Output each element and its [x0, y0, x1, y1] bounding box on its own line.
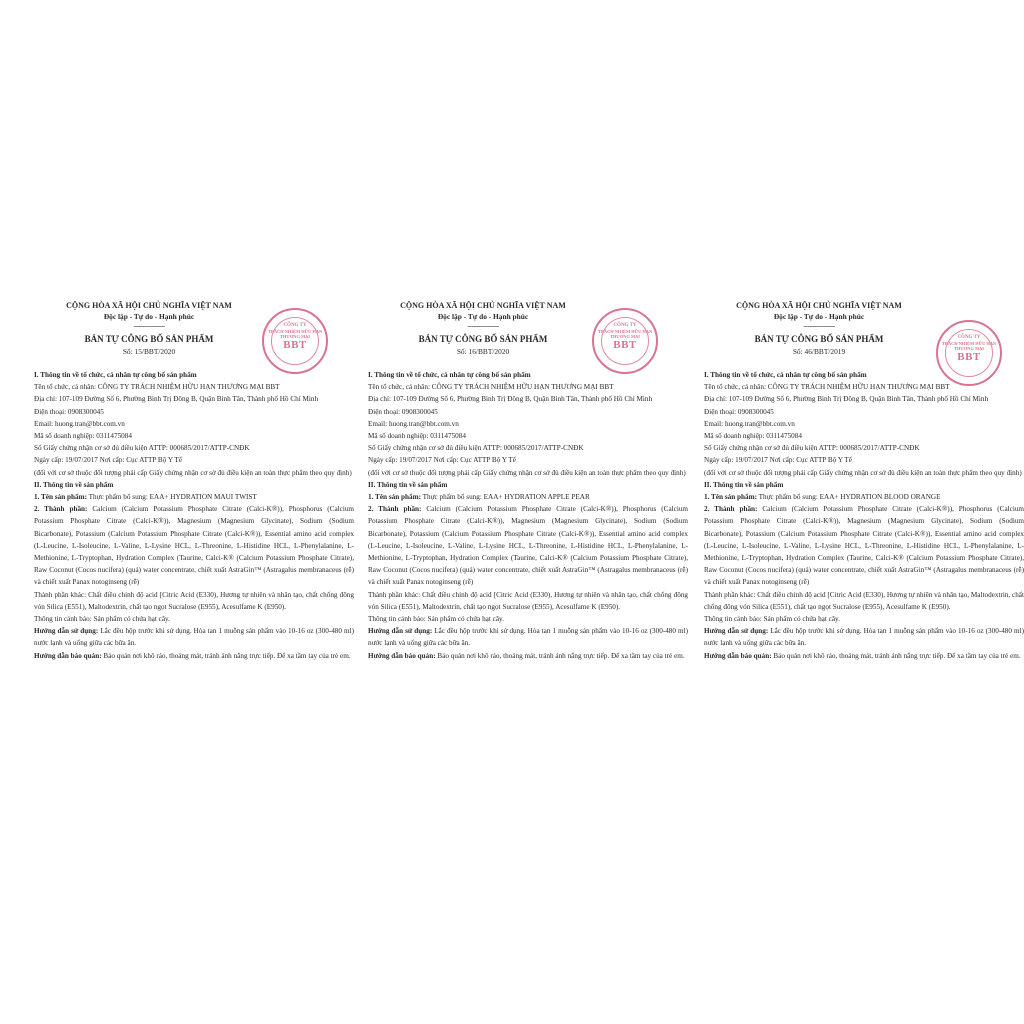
other-ingredients: Thành phần khác: Chất điều chỉnh độ acid [Citric Acid (E330), Hương tự nhiên và nhân tạo, chất chống đông vón Silica (E551), Maltodextrin, chất tạo ngọt Sucralose (E955), Acesulfame K (E950). — [368, 590, 688, 611]
ingredients-label: 2. Thành phần: — [34, 505, 88, 514]
org-tax-code: Mã số doanh nghiệp: 0311475084 — [368, 432, 466, 441]
usage-label: Hướng dẫn sử dụng: — [34, 627, 99, 636]
org-tax-code: Mã số doanh nghiệp: 0311475084 — [704, 432, 802, 441]
product-flavor: APPLE PEAR — [547, 493, 590, 502]
ingredients-label: 2. Thành phần: — [704, 505, 758, 514]
ingredients — [34, 503, 354, 588]
divider: ----------------- — [133, 322, 165, 330]
company-stamp — [936, 320, 1002, 386]
product-name-prefix: Thực phẩm bổ sung: EAA+ HYDRATION — [758, 493, 885, 502]
ingredients-text: Calcium (Calcium Potassium Phosphate Citrate (Calci-K®)), Phosphorus (Calcium Potassium Phosphate Citrate (Calci-K®)), Magnesium (Magnesium Glycinate), Sodium (Sodium Bicarbonate), Potassium (Calcium Potassium Phosphate Citrate (Calci-K®)), Essential amino acid complex (L-Leucine, L-Isoleucine, L-Valine, L-Lysine HCL, L-Threonine, L-Histidine HCL, L-Phenylalanine, L-Methionine, L-Tryptophan, Hydration Complex (Taurine, Calci-K® (Calcium Potassium Phosphate Citrate), Raw Coconut (Cocos nucifera) (quả) water concentrate, chiết xuất AstraGin™ (Astragalus membranaceus (rễ) và chiết xuất Panax notoginseng (rễ) — [34, 505, 355, 587]
org-phone: Điện thoại: 0908300045 — [368, 407, 438, 416]
product-flavor: MAUI TWIST — [214, 493, 257, 502]
stamp-line-2: TRÁCH NHIỆM HỮU HẠN — [597, 329, 653, 334]
document-title: BẢN TỰ CÔNG BỐ SẢN PHẨM — [418, 334, 548, 344]
storage-label: Hướng dẫn bảo quản: — [704, 651, 772, 660]
stamp-line-4: BBT — [957, 351, 981, 363]
stamp-line-4: BBT — [283, 339, 307, 351]
document-header — [34, 300, 264, 358]
declaration-document-2 — [368, 300, 688, 662]
nation-title: CỘNG HÒA XÃ HỘI CHỦ NGHĨA VIỆT NAM — [736, 301, 902, 310]
org-address: Địa chỉ: 107-109 Đường Số 6, Phường Bình Trị Đông B, Quận Bình Tân, Thành phố Hồ Chí Minh — [34, 395, 319, 404]
org-phone: Điện thoại: 0908300045 — [704, 407, 774, 416]
document-body — [368, 369, 688, 662]
nation-title: CỘNG HÒA XÃ HỘI CHỦ NGHĨA VIỆT NAM — [66, 301, 232, 310]
usage-text: Lắc đều hộp trước khi sử dụng. Hòa tan 1 muỗng sản phẩm vào 10-16 oz (300-480 ml) nước lạnh và uống giữa các bữa ăn. — [368, 627, 688, 648]
stamp-line-1: CÔNG TY — [283, 323, 307, 328]
stamp-line-4: BBT — [613, 339, 637, 351]
section-2-heading: II. Thông tin về sản phẩm — [704, 480, 784, 489]
stamp-line-3: THƯƠNG MẠI — [954, 346, 984, 351]
usage-text: Lắc đều hộp trước khi sử dụng. Hòa tan 1 muỗng sản phẩm vào 10-16 oz (300-480 ml) nước lạnh và uống giữa các bữa ăn. — [34, 627, 354, 648]
section-2-heading: II. Thông tin về sản phẩm — [34, 480, 114, 489]
org-name: Tên tổ chức, cá nhân: CÔNG TY TRÁCH NHIỆM HỮU HẠN THƯƠNG MẠI BBT — [704, 383, 950, 392]
product-name — [704, 491, 1024, 503]
ingredients-text: Calcium (Calcium Potassium Phosphate Citrate (Calci-K®)), Phosphorus (Calcium Potassium Phosphate Citrate (Calci-K®)), Magnesium (Magnesium Glycinate), Sodium (Sodium Bicarbonate), Potassium (Calcium Potassium Phosphate Citrate (Calci-K®)), Essential amino acid complex (L-Leucine, L-Isoleucine, L-Valine, L-Lysine HCL, L-Threonine, L-Histidine HCL, L-Phenylalanine, L-Methionine, L-Tryptophan, Hydration Complex (Taurine, Calci-K® (Calcium Potassium Phosphate Citrate), Raw Coconut (Cocos nucifera) (quả) water concentrate, chiết xuất AstraGin™ (Astragalus membranaceus (rễ) và chiết xuất Panax notoginseng (rễ) — [368, 505, 689, 587]
product-flavor: BLOOD ORANGE — [884, 493, 941, 502]
declaration-document-3 — [704, 300, 1024, 662]
document-title: BẢN TỰ CÔNG BỐ SẢN PHẨM — [84, 334, 214, 344]
section-2-heading: II. Thông tin về sản phẩm — [368, 480, 448, 489]
usage-text: Lắc đều hộp trước khi sử dụng. Hòa tan 1 muỗng sản phẩm vào 10-16 oz (300-480 ml) nước lạnh và uống giữa các bữa ăn. — [704, 627, 1024, 648]
company-stamp — [262, 308, 328, 374]
warning: Thông tin cảnh báo: Sản phẩm có chứa hạt cây. — [34, 615, 170, 624]
document-body — [704, 369, 1024, 662]
document-number: Số: 46/BBT/2019 — [792, 347, 846, 356]
stamp-line-3: THƯƠNG MẠI — [610, 334, 640, 339]
nation-title: CỘNG HÒA XÃ HỘI CHỦ NGHĨA VIỆT NAM — [400, 301, 566, 310]
divider: ----------------- — [467, 322, 499, 330]
org-email: Email: huong.tran@bbt.com.vn — [704, 419, 795, 428]
org-tax-code: Mã số doanh nghiệp: 0311475084 — [34, 432, 132, 441]
usage-label: Hướng dẫn sử dụng: — [368, 627, 433, 636]
ingredients-label: 2. Thành phần: — [368, 505, 422, 514]
document-header — [368, 300, 598, 358]
product-name-label: 1. Tên sản phẩm: — [704, 493, 757, 502]
other-ingredients: Thành phần khác: Chất điều chỉnh độ acid [Citric Acid (E330), Hương tự nhiên và nhân tạo, Maltodextrin, chất chống đông vón Silica (E551), chất tạo ngọt Sucralose (E955), Acesulfame K (E950). — [704, 590, 1024, 611]
storage — [368, 650, 688, 662]
product-name-prefix: Thực phẩm bổ sung: EAA+ HYDRATION — [422, 493, 548, 502]
certificate-date: Ngày cấp: 19/07/2017 Nơi cấp: Cục ATTP Bộ Y Tế — [368, 456, 516, 465]
section-1-heading: I. Thông tin về tổ chức, cá nhân tự công bố sản phẩm — [34, 371, 197, 379]
certificate-note: (đối với cơ sở thuộc đối tượng phải cấp Giấy chứng nhận cơ sở đủ điều kiện an toàn thực phẩm theo quy định) — [34, 468, 352, 477]
product-name-prefix: Thực phẩm bổ sung: EAA+ HYDRATION — [88, 493, 215, 502]
stamp-line-2: TRÁCH NHIỆM HỮU HẠN — [941, 341, 997, 346]
product-name — [34, 491, 354, 503]
document-body — [34, 369, 354, 662]
document-number: Số: 16/BBT/2020 — [456, 347, 510, 356]
product-name-label: 1. Tên sản phẩm: — [34, 493, 87, 502]
ingredients — [704, 503, 1024, 588]
document-title: BẢN TỰ CÔNG BỐ SẢN PHẨM — [754, 334, 884, 344]
storage — [704, 650, 1024, 662]
org-address: Địa chỉ: 107-109 Đường Số 6, Phường Bình Trị Đông B, Quận Bình Tân, Thành phố Hồ Chí Minh — [368, 395, 653, 404]
company-stamp — [592, 308, 658, 374]
document-number: Số: 15/BBT/2020 — [122, 347, 176, 356]
warning: Thông tin cảnh báo: Sản phẩm có chứa hạt cây. — [704, 615, 840, 624]
stamp-line-1: CÔNG TY — [613, 323, 637, 328]
org-address: Địa chỉ: 107-109 Đường Số 6, Phường Bình Trị Đông B, Quận Bình Tân, Thành phố Hồ Chí Minh — [704, 395, 989, 404]
motto: Độc lập - Tự do - Hạnh phúc — [103, 312, 195, 321]
org-certificate: Số Giấy chứng nhận cơ sở đủ điều kiện ATTP: 000685/2017/ATTP-CNĐK — [34, 444, 250, 453]
document-header — [704, 300, 934, 358]
storage-text: Bảo quản nơi khô ráo, thoáng mát, tránh ánh nắng trực tiếp. Để xa tầm tay của trẻ em. — [103, 651, 351, 660]
motto: Độc lập - Tự do - Hạnh phúc — [773, 312, 865, 321]
org-email: Email: huong.tran@bbt.com.vn — [34, 419, 125, 428]
org-certificate: Số Giấy chứng nhận cơ sở đủ điều kiện ATTP: 000685/2017/ATTP-CNĐK — [704, 444, 920, 453]
section-1-heading: I. Thông tin về tổ chức, cá nhân tự công bố sản phẩm — [368, 371, 531, 379]
org-name: Tên tổ chức, cá nhân: CÔNG TY TRÁCH NHIỆM HỮU HẠN THƯƠNG MẠI BBT — [34, 383, 280, 392]
stamp-line-2: TRÁCH NHIỆM HỮU HẠN — [267, 329, 323, 334]
certificate-note: (đối với cơ sở thuộc đối tượng phải cấp Giấy chứng nhận cơ sở đủ điều kiện an toàn thực phẩm theo quy định) — [368, 468, 686, 477]
org-certificate: Số Giấy chứng nhận cơ sở đủ điều kiện ATTP: 000685/2017/ATTP-CNĐK — [368, 444, 584, 453]
certificate-date: Ngày cấp: 19/07/2017 Nơi cấp: Cục ATTP Bộ Y Tế — [704, 456, 852, 465]
storage — [34, 650, 354, 662]
usage — [704, 625, 1024, 649]
usage-label: Hướng dẫn sử dụng: — [704, 627, 769, 636]
product-name — [368, 491, 688, 503]
other-ingredients: Thành phần khác: Chất điều chỉnh độ acid [Citric Acid (E330), Hương tự nhiên và nhân tạo, chất chống đông vón Silica (E551), Maltodextrin, chất tạo ngọt Sucralose (E955), Acesulfame K (E950). — [34, 590, 354, 611]
storage-text: Bảo quản nơi khô ráo, thoáng mát, tránh ánh nắng trực tiếp. Để xa tầm tay của trẻ em. — [437, 651, 685, 660]
section-1-heading: I. Thông tin về tổ chức, cá nhân tự công bố sản phẩm — [704, 371, 867, 379]
certificate-note: (đối với cơ sở thuộc đối tượng phải cấp Giấy chứng nhận cơ sở đủ điều kiện an toàn thực phẩm theo quy định) — [704, 468, 1022, 477]
usage — [34, 625, 354, 649]
motto: Độc lập - Tự do - Hạnh phúc — [437, 312, 529, 321]
product-name-label: 1. Tên sản phẩm: — [368, 493, 421, 502]
ingredients-text: Calcium (Calcium Potassium Phosphate Citrate (Calci-K®)), Phosphorus (Calcium Potassium Phosphate Citrate (Calci-K®)), Magnesium (Magnesium Glycinate), Sodium (Sodium Bicarbonate), Potassium (Calcium Potassium Phosphate Citrate (Calci-K®)), Essential amino acid complex (L-Leucine, L-Isoleucine, L-Valine, L-Lysine HCL, L-Threonine, L-Histidine HCL, L-Phenylalanine, L-Methionine, L-Tryptophan, Hydration Complex (Taurine, Calci-K® (Calcium Potassium Phosphate Citrate), Raw Coconut (Cocos nucifera) (quả) water concentrate, chiết xuất AstraGin™ (Astragalus membranaceus (rễ) và chiết xuất Panax notoginseng (rễ) — [704, 505, 1024, 587]
storage-text: Bảo quản nơi khô ráo, thoáng mát, tránh ánh nắng trực tiếp. Để xa tầm tay của trẻ em. — [773, 651, 1021, 660]
org-email: Email: huong.tran@bbt.com.vn — [368, 419, 459, 428]
org-name: Tên tổ chức, cá nhân: CÔNG TY TRÁCH NHIỆM HỮU HẠN THƯƠNG MẠI BBT — [368, 383, 614, 392]
usage — [368, 625, 688, 649]
ingredients — [368, 503, 688, 588]
warning: Thông tin cảnh báo: Sản phẩm có chứa hạt cây. — [368, 615, 504, 624]
org-phone: Điện thoại: 0908300045 — [34, 407, 104, 416]
stamp-line-1: CÔNG TY — [957, 335, 981, 340]
divider: ----------------- — [803, 322, 835, 330]
certificate-date: Ngày cấp: 19/07/2017 Nơi cấp: Cục ATTP Bộ Y Tế — [34, 456, 182, 465]
stamp-line-3: THƯƠNG MẠI — [280, 334, 310, 339]
storage-label: Hướng dẫn bảo quản: — [34, 651, 102, 660]
storage-label: Hướng dẫn bảo quản: — [368, 651, 436, 660]
declaration-document-1 — [34, 300, 354, 662]
